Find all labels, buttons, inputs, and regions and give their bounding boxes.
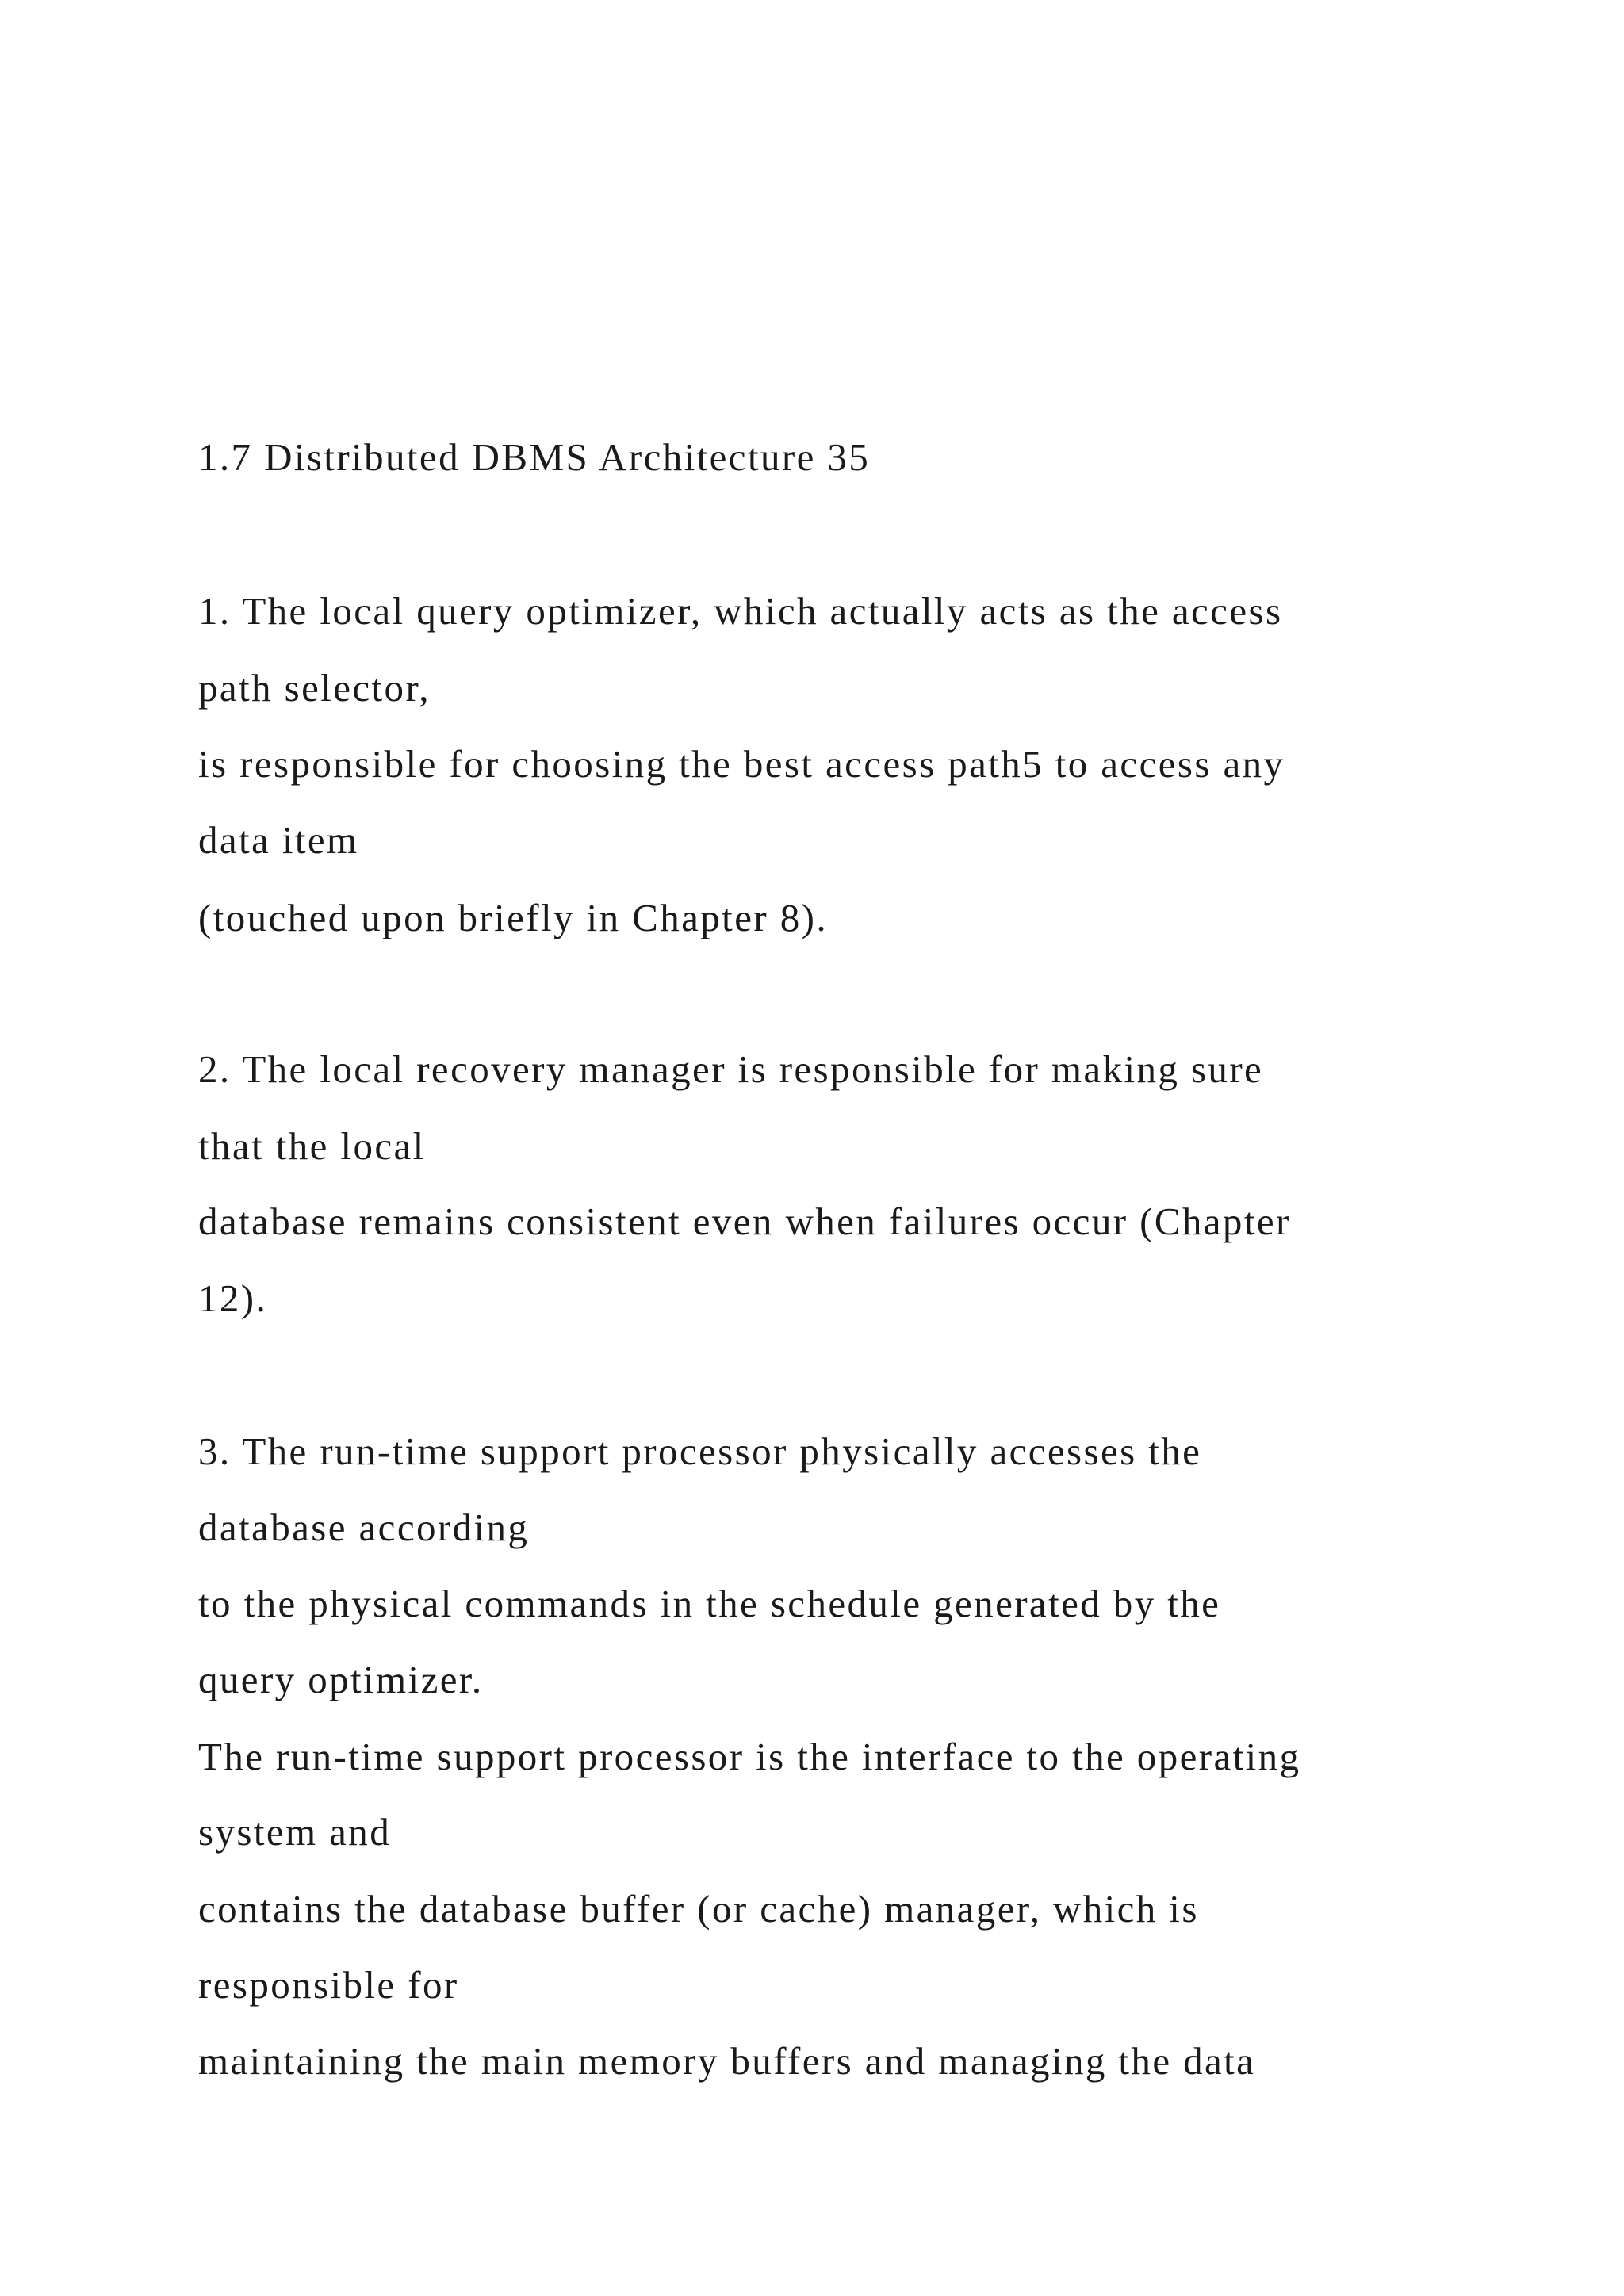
text-line: maintaining the main memory buffers and managing the data: [198, 2039, 1256, 2083]
text-line: data item: [198, 818, 359, 862]
text-line: is responsible for choosing the best access path5 to access any: [198, 742, 1285, 786]
text-line: that the local: [198, 1124, 426, 1168]
text-line: 1. The local query optimizer, which actually acts as the access: [198, 589, 1283, 633]
text-line: path selector,: [198, 666, 431, 710]
text-line: to the physical commands in the schedule generated by the: [198, 1582, 1221, 1625]
text-line: contains the database buffer (or cache) manager, which is: [198, 1887, 1199, 1931]
text-line: 3. The run-time support processor physically accesses the: [198, 1429, 1202, 1473]
text-line: 2. The local recovery manager is responsible for making sure: [198, 1047, 1264, 1091]
text-line: (touched upon briefly in Chapter 8).: [198, 896, 828, 939]
text-line: database according: [198, 1506, 530, 1549]
text-line: The run-time support processor is the interface to the operating: [198, 1735, 1301, 1778]
section-heading: 1.7 Distributed DBMS Architecture 35: [198, 435, 871, 479]
text-line: query optimizer.: [198, 1658, 484, 1701]
text-line: database remains consistent even when failures occur (Chapter: [198, 1200, 1291, 1243]
text-line: responsible for: [198, 1963, 459, 2007]
text-line: system and: [198, 1810, 392, 1854]
text-line: 12).: [198, 1276, 268, 1320]
